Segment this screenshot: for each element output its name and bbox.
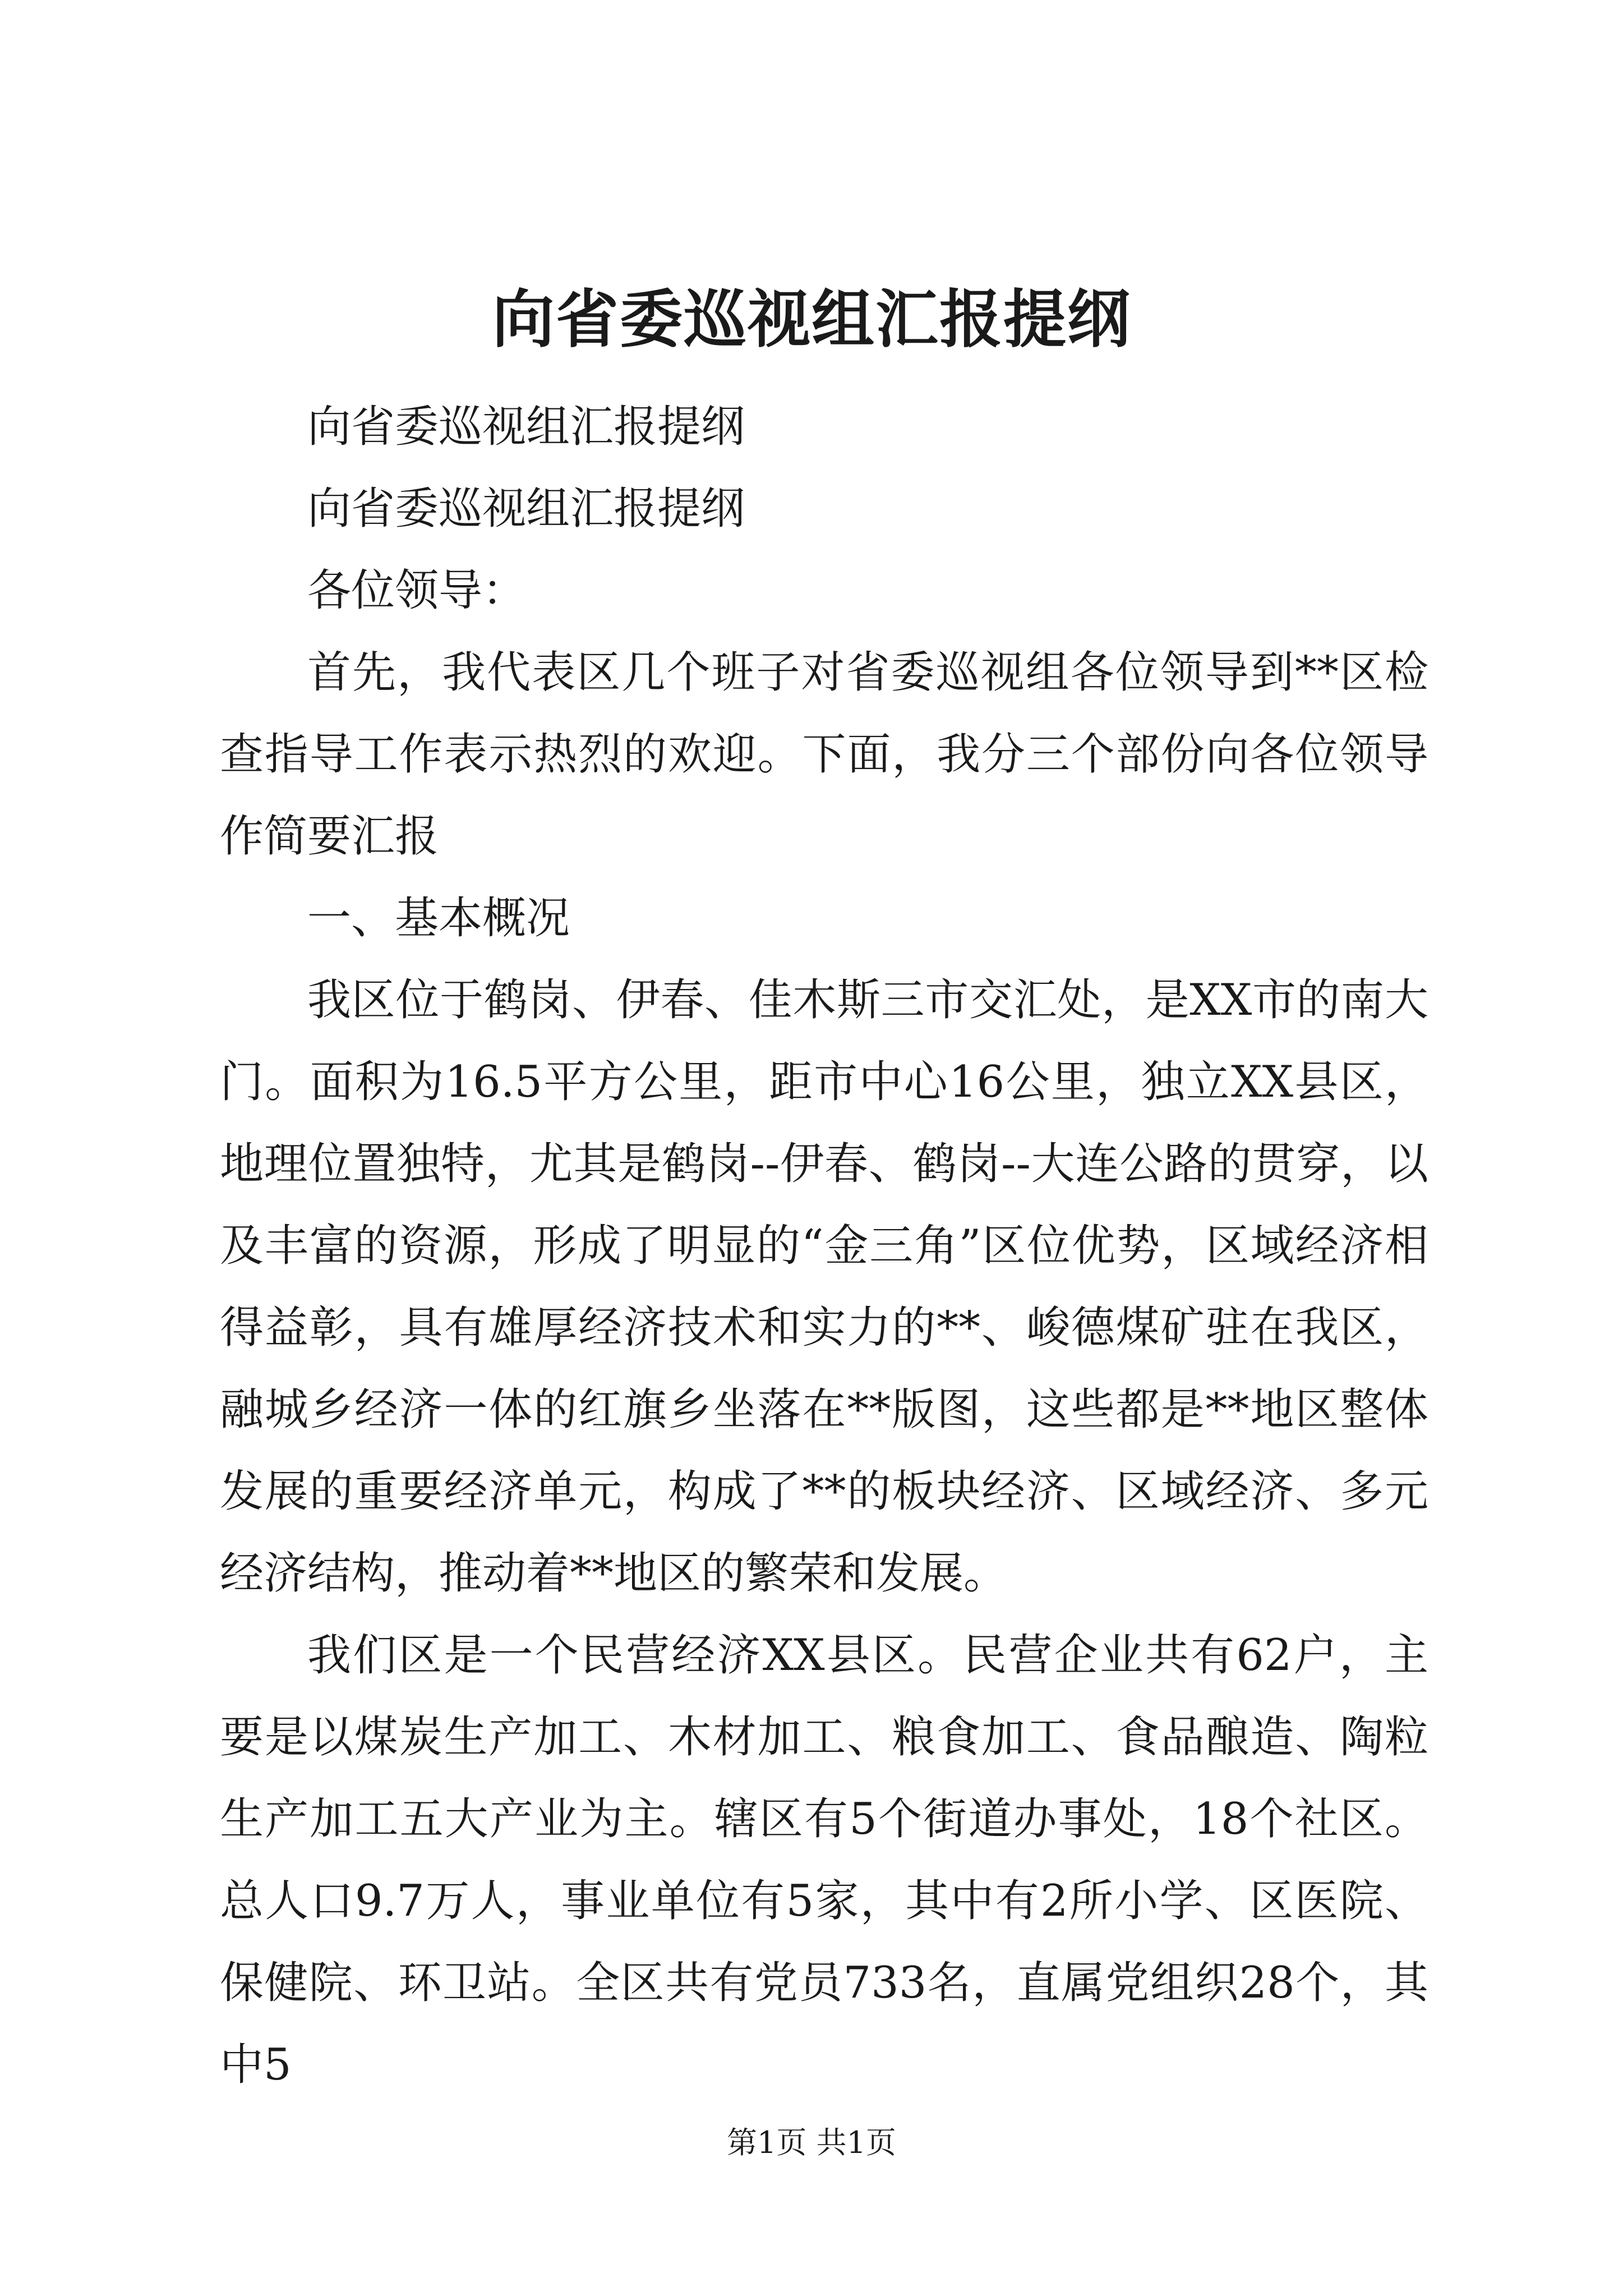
page-footer: 第1页 共1页	[727, 2125, 896, 2160]
paragraph-economy: 我们区是一个民营经济XX县区。民营企业共有62户，主要是以煤炭生产加工、木材加工、粮食加工、食品酿造、陶粒生产加工五大产业为主。辖区有5个街道办事处，18个社区。总人口9.7万人，事业单位有5家，其中有2所小学、区医院、保健院、环卫站。全区共有党员733名，直属党组织28个，其中5	[220, 1630, 1428, 2090]
document-body	[220, 386, 1428, 2106]
paragraph-subtitle-1: 向省委巡视组汇报提纲	[307, 402, 745, 452]
paragraph-intro: 首先，我代表区几个班子对省委巡视组各位领导到**区检查指导工作表示热烈的欢迎。下面，我分三个部份向各位领导作简要汇报	[220, 647, 1428, 862]
paragraph-subtitle-2: 向省委巡视组汇报提纲	[307, 484, 745, 534]
paragraph-salutation: 各位领导：	[307, 565, 527, 616]
document-title: 向省委巡视组汇报提纲	[492, 283, 1131, 356]
paragraph-location: 我区位于鹤岗、伊春、佳木斯三市交汇处，是XX市的南大门。面积为16.5平方公里，距市中心16公里，独立XX县区，地理位置独特，尤其是鹤岗--伊春、鹤岗--大连公路的贯穿，以及丰富的资源，形成了明显的“金三角”区位优势，区域经济相得益彰，具有雄厚经济技术和实力的**、峻德煤矿驻在我区，融城乡经济一体的红旗乡坐落在**版图，这些都是**地区整体发展的重要经济单元，构成了**的板块经济、区域经济、多元经济结构，推动着**地区的繁荣和发展。	[220, 975, 1428, 1599]
section-heading-overview: 一、基本概况	[307, 893, 570, 944]
